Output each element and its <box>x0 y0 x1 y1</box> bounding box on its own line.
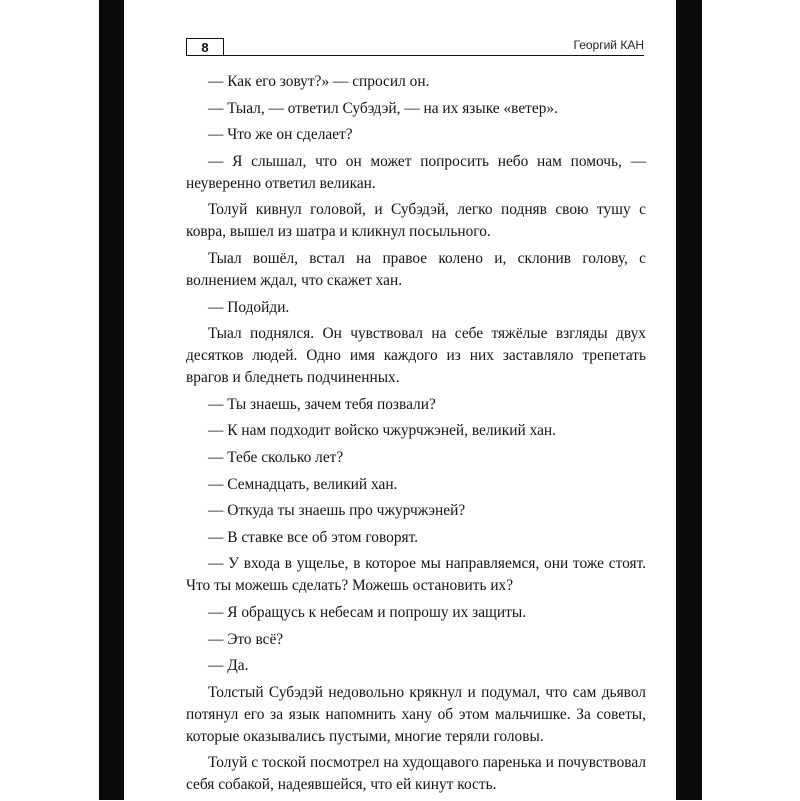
paragraph: Толуй с тоской посмотрел на худощавого паренька и почувствовал себя собакой, надеявшейся, что ей кинут кость. <box>186 754 646 794</box>
paragraph: Тыал вошёл, встал на правое колено и, склонив голову, с волнением ждал, что скажет хан. <box>186 249 646 289</box>
paragraph: Толуй кивнул головой, и Субэдэй, легко подняв свою тушу с ковра, вышел из шатра и кликнул посыльного. <box>186 201 646 241</box>
body-text <box>186 71 646 801</box>
paragraph: — Я обращусь к небесам и попрошу их защиты. <box>208 603 527 621</box>
paragraph: — Тебе сколько лет? <box>208 448 344 466</box>
paragraph: — Откуда ты знаешь про чжурчжэней? <box>208 502 466 520</box>
paragraph: — К нам подходит войско чжурчжэней, великий хан. <box>208 422 556 440</box>
book-page <box>124 0 676 800</box>
paragraph: — Подойди. <box>208 298 290 316</box>
paragraph: — Ты знаешь, зачем тебя позвали? <box>208 395 436 413</box>
running-header <box>186 38 644 58</box>
paragraph: — В ставке все об этом говорят. <box>208 528 419 546</box>
paragraph: Толстый Субэдэй недовольно крякнул и подумал, что сам дьявол потянул его за язык напомнить хану об этом мальчишке. За советы, которые оказывались пустыми, многие теряли головы. <box>186 683 646 745</box>
paragraph: — Что же он сделает? <box>208 126 353 144</box>
header-rule <box>186 55 644 56</box>
paragraph: Тыал поднялся. Он чувствовал на себе тяжёлые взгляды двух десятков людей. Одно имя каждого из них заставляло трепетать врагов и бледнеть подчиненных. <box>186 325 646 387</box>
left-dark-border <box>99 0 124 800</box>
author-name: Георгий КАН <box>573 38 644 52</box>
paragraph: — У входа в ущелье, в которое мы направляемся, они тоже стоят. Что ты можешь сделать? Можешь остановить их? <box>186 555 646 595</box>
paragraph: — Я слышал, что он может попросить небо нам помочь, — неуверенно ответил великан. <box>186 152 646 192</box>
paragraph: — Тыал, — ответил Субэдэй, — на их языке «ветер». <box>208 99 558 117</box>
paragraph: — Семнадцать, великий хан. <box>208 475 398 493</box>
paragraph: — Это всё? <box>208 630 284 648</box>
paragraph: — Как его зовут?» — спросил он. <box>208 73 430 90</box>
right-dark-border <box>676 0 702 800</box>
page-number: 8 <box>186 38 224 56</box>
paragraph: — Да. <box>208 657 249 675</box>
